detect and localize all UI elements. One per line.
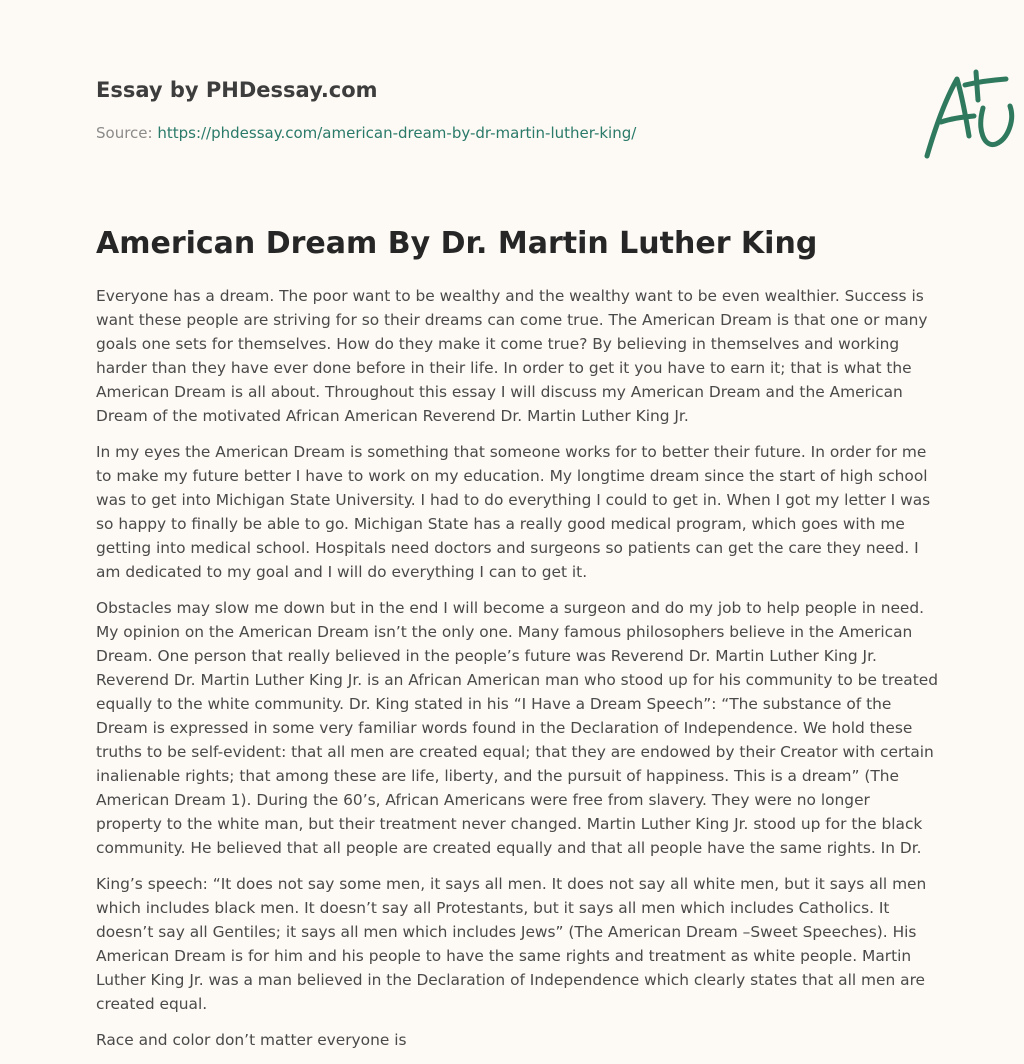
essay-title: American Dream By Dr. Martin Luther King (96, 226, 818, 261)
essay-paragraph: Obstacles may slow me down but in the end I will become a surgeon and do my job to help people in need. My opinion on the American Dream isn’t the only one. Many famous philosophers believe in the American Dream. One person that really believed in the people’s future was Reverend Dr. Martin Luther King Jr. Reverend Dr. Martin Luther King Jr. is an African American man who stood up for his community to be treated equally to the white community. Dr. King stated in his “I Have a Dream Speech”: “The substance of the Dream is expressed in some very familiar words found in the Declaration of Independence. We hold these truths to be self-evident: that all men are created equal; that they are endowed by their Creator with certain inalienable rights; that among these are life, liberty, and the pursuit of happiness. This is a dream” (The American Dream 1). During the 60’s, African Americans were free from slavery. They were no longer property to the white man, but their treatment never changed. Martin Luther King Jr. stood up for the black community. He believed that all people are created equally and that all people have the same rights. In Dr. (96, 599, 938, 857)
a-plus-logo-icon (920, 66, 1024, 164)
source-label: Source: (96, 124, 158, 142)
site-title: Essay by PHDessay.com (96, 78, 378, 102)
essay-paragraph: Race and color don’t matter everyone is (96, 1031, 407, 1049)
essay-body (96, 284, 938, 1064)
essay-paragraph: King’s speech: “It does not say some men, it says all men. It does not say all white men, but it says all men which includes black men. It doesn’t say all Protestants, but it says all men which includes Catholics. It doesn’t say all Gentiles; it says all men which includes Jews” (The American Dream –Sweet Speeches). His American Dream is for him and his people to have the same rights and treatment as white people. Martin Luther King Jr. was a man believed in the Declaration of Independence which clearly states that all men are created equal. (96, 875, 927, 1013)
source-link[interactable]: https://phdessay.com/american-dream-by-dr-martin-luther-king/ (157, 124, 637, 142)
source-line (96, 124, 636, 142)
essay-paragraph: Everyone has a dream. The poor want to be wealthy and the wealthy want to be even wealthier. Success is want these people are striving for so their dreams can come true. The American Dream is that one or many goals one sets for themselves. How do they make it come true? By believing in themselves and working harder than they have ever done before in their life. In order to get it you have to earn it; that is what the American Dream is all about. Throughout this essay I will discuss my American Dream and the American Dream of the motivated African American Reverend Dr. Martin Luther King Jr. (96, 287, 928, 425)
essay-paragraph: In my eyes the American Dream is something that someone works for to better their future. In order for me to make my future better I have to work on my education. My longtime dream since the start of high school was to get into Michigan State University. I had to do everything I could to get in. When I got my letter I was so happy to finally be able to go. Michigan State has a really good medical program, which goes with me getting into medical school. Hospitals need doctors and surgeons so patients can get the care they need. I am dedicated to my goal and I will do everything I can to get it. (96, 443, 931, 581)
